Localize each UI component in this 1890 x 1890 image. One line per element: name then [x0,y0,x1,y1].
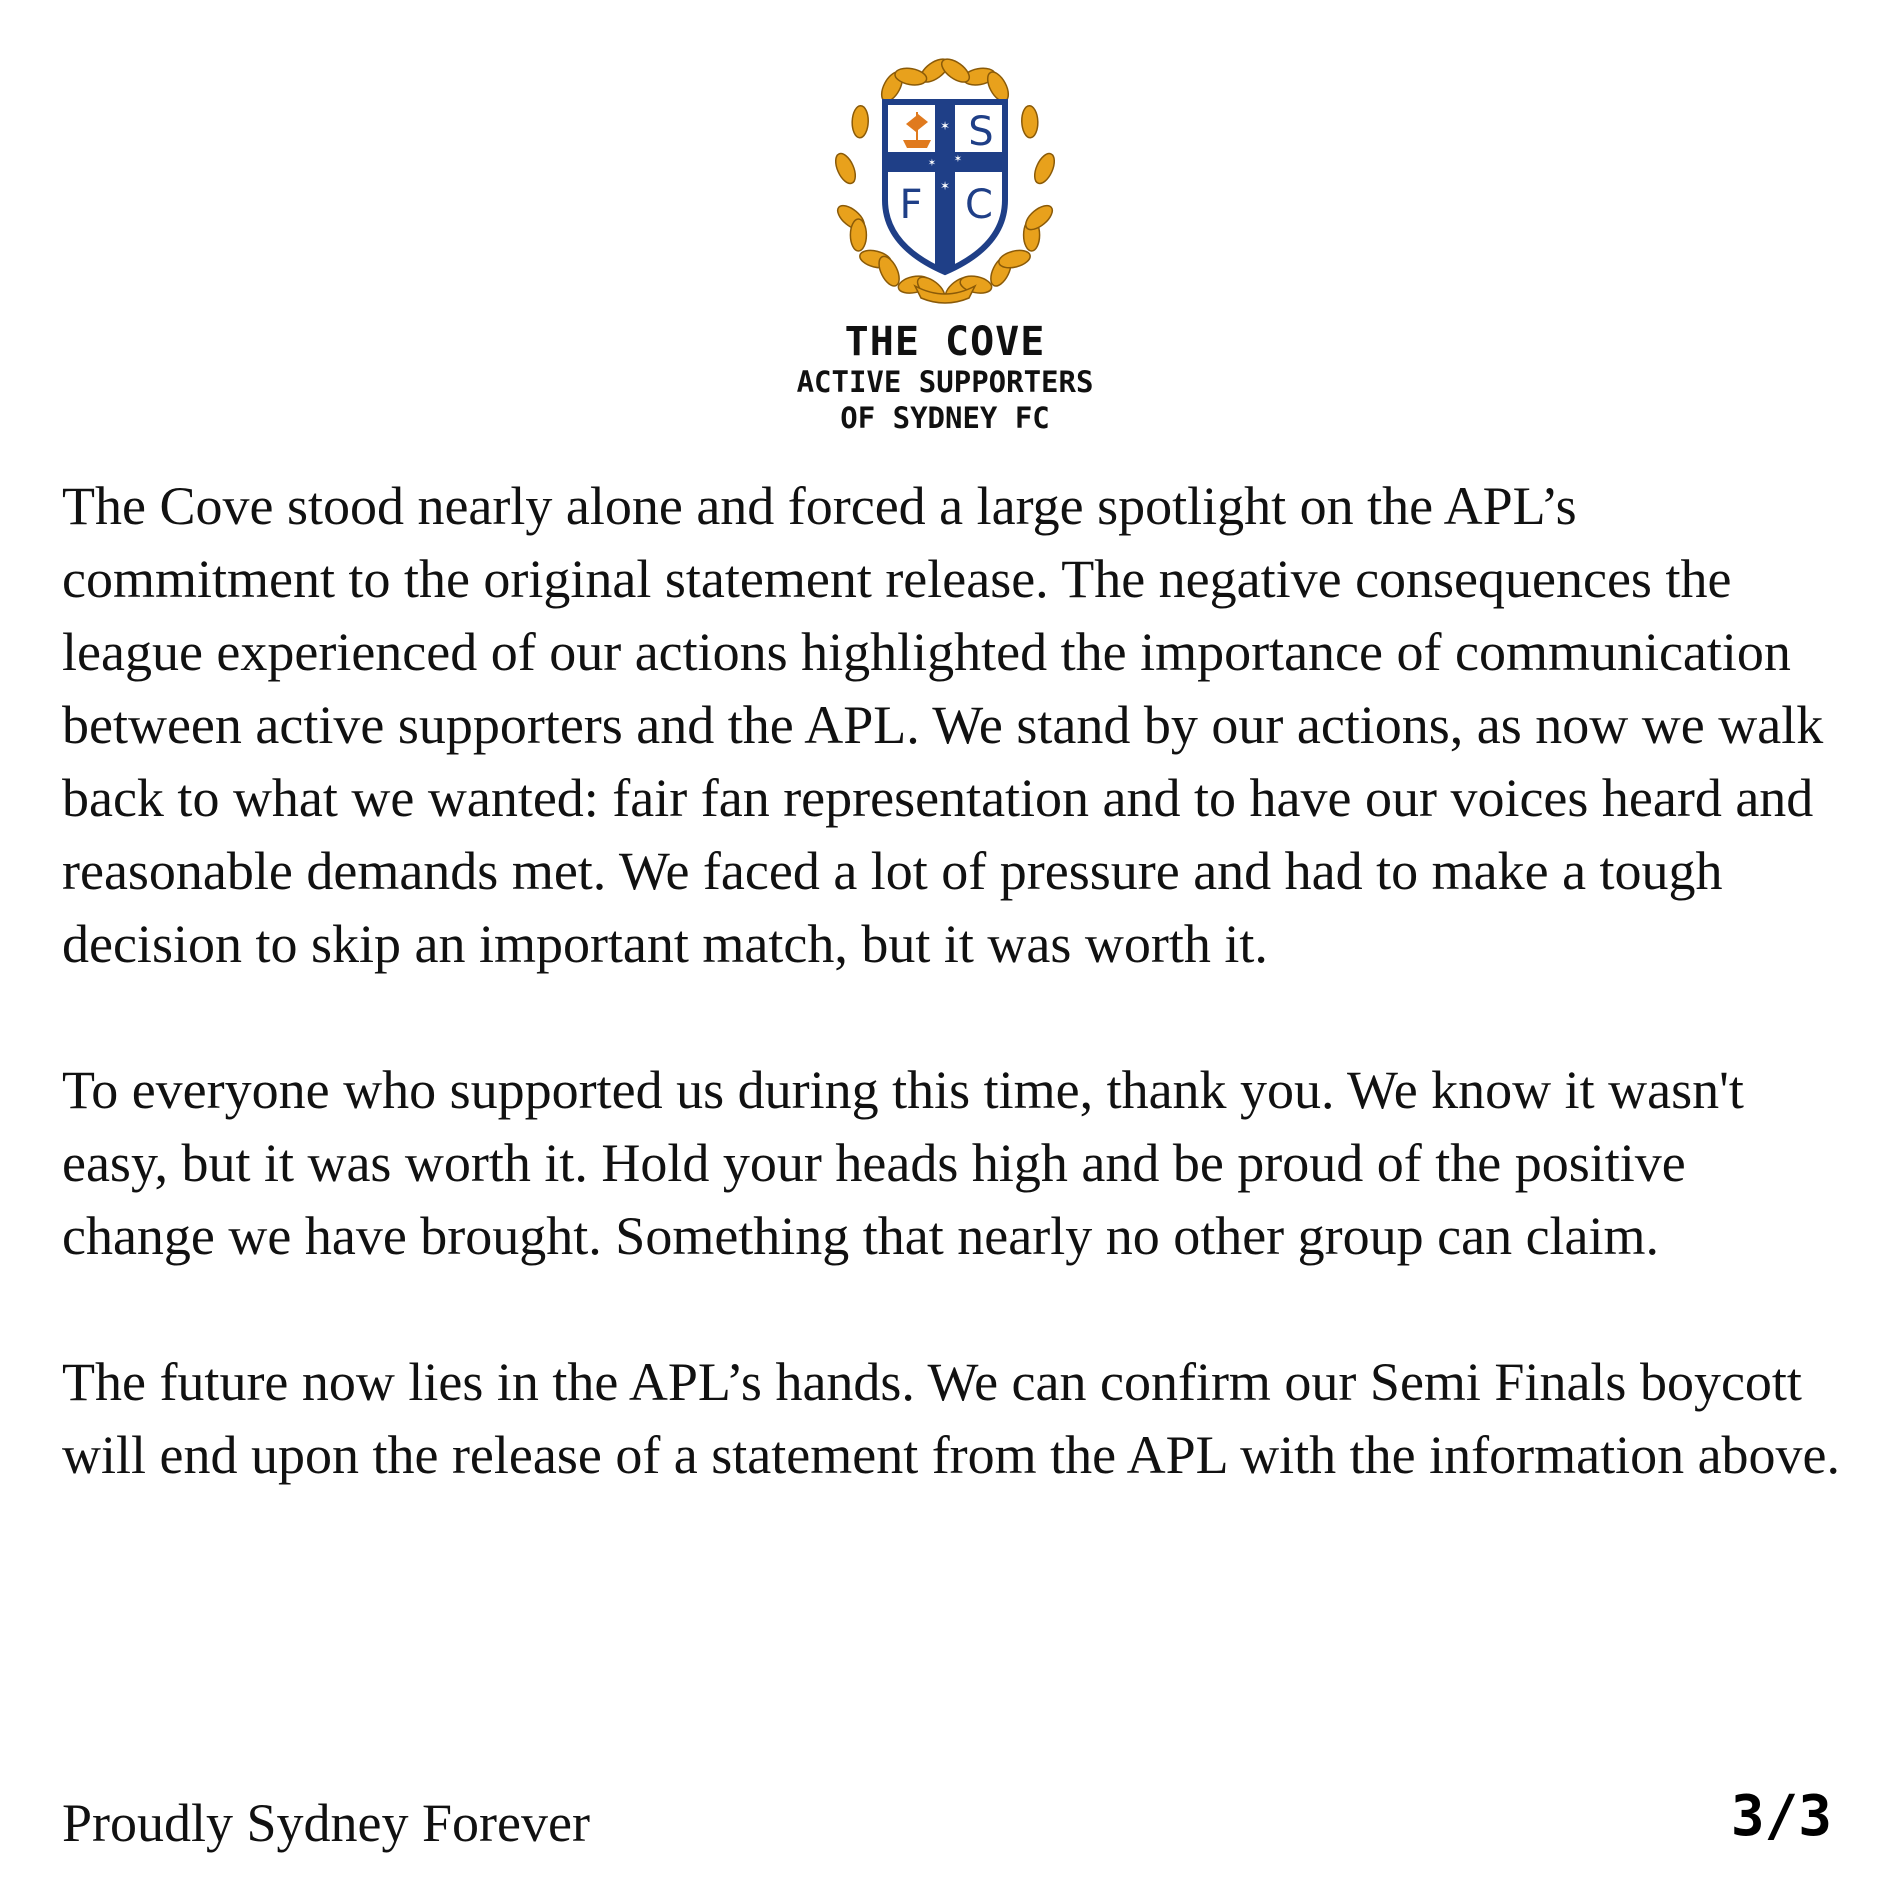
laurel-leaf [1021,105,1038,138]
paragraph-2: To everyone who supported us during this time, thank you. We know it wasn't easy, but it was worth it. Hold your heads high and be proud of the positive change we have brought. Something that nearly no other group can claim. [62,1060,1744,1266]
statement-body [62,470,1842,1565]
svg-text:✶: ✶ [939,179,951,193]
crest-letter-c: C [965,182,993,228]
signoff: Proudly Sydney Forever [62,1793,590,1853]
page-indicator: 3/3 [1730,1784,1832,1849]
logo [0,50,1890,436]
logo-subtitle-line1: ACTIVE SUPPORTERS [796,365,1094,399]
paragraph-3: The future now lies in the APL’s hands. We can confirm our Semi Finals boycott will end upon the release of a statement from the APL with the information above. [62,1352,1841,1485]
laurel-leaf [850,219,866,251]
logo-title: THE COVE [844,319,1046,365]
laurel-leaf [832,151,860,187]
paragraph-1: The Cove stood nearly alone and forced a large spotlight on the APL’s commitment to the original statement release. The negative consequences the league experienced of our actions highlighted the importance of communication between active supporters and the APL. We stand by our actions, as now we walk back to what we wanted: fair fan representation and to have our voices heard and reasonable demands met. We faced a lot of pressure and had to make a tough decision to skip an important match, but it was worth it. [62,476,1824,974]
svg-text:✶: ✶ [939,119,951,133]
logo-subtitle-line2: OF SYDNEY FC [840,401,1050,435]
laurel-leaf [852,105,869,138]
laurel-leaf [997,247,1032,270]
crest-letter-f: F [899,182,923,228]
laurel-leaf [1031,151,1059,187]
club-crest-icon [829,50,1061,312]
svg-text:✶: ✶ [927,158,937,169]
crest-letter-s: S [968,109,994,155]
svg-text:✶: ✶ [953,154,963,165]
